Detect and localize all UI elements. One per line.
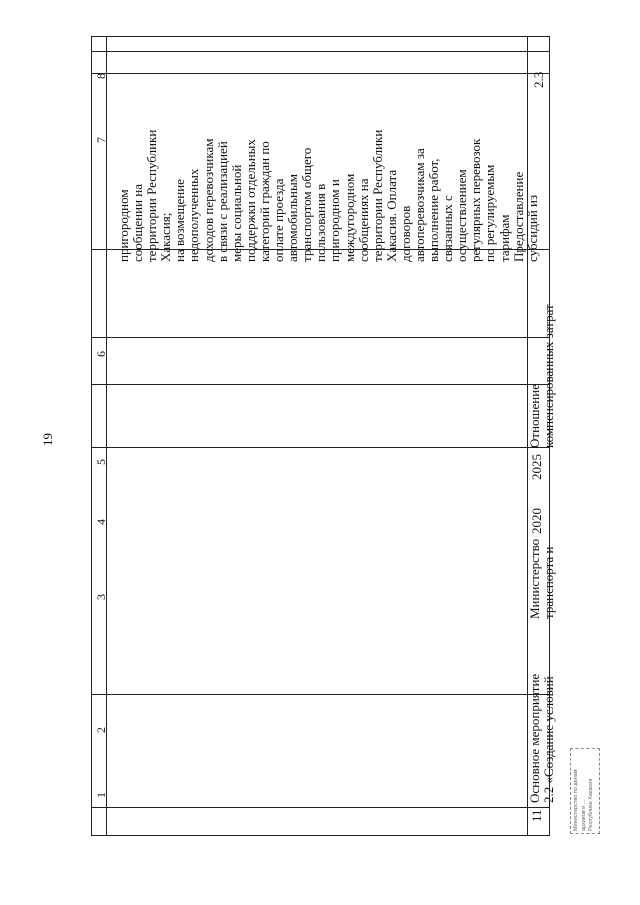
header-col-5: 5 [94,459,108,465]
header-col-4: 4 [94,519,108,525]
header-col-2: 2 [94,727,108,733]
cell-event-name: Основное мероприятие 2.2 «Создание условий [527,673,557,803]
row-divider [92,73,549,74]
header-col-3: 3 [94,594,108,600]
column-divider-3-4 [92,337,549,338]
row-number: 11 [529,809,544,822]
column-divider-5-6 [92,447,549,448]
column-divider-6-7 [92,694,549,695]
cell-indicator: Отношение компенсированных затрат [527,304,557,448]
header-col-6: 6 [94,351,108,357]
column-divider-4-5 [92,384,549,385]
column-divider-1-2 [106,37,107,835]
header-col-7: 7 [94,137,108,143]
archive-stamp-text: Министерство по делам архивов и ... Республики Хакасия [573,769,594,831]
cell-executor: Министерство транспорта и [527,538,557,619]
column-divider-7-8 [92,807,549,808]
header-row-divider [92,51,549,52]
cell-start-year: 2020 [529,508,544,534]
cell-description: пригородном сообщении на территории Республики Хакасия; на возмещение недополученных доходов перевозчикам в связи с реализацией меры социальной поддержки отдельных категорий граждан по оплате проезда автомобильным транспортом общего пользования в пригородном и междугородном сообщениях на территории Республики Хакасия. Оплата договоров автоперевозчикам за выполнение работ, связанных с осуществлением регулярных перевозок по регулируемым тарифам Предоставление субсидий из [116,129,540,262]
cell-item-number: 2.3 [531,71,546,88]
header-col-8: 8 [94,73,108,79]
page-number: 19 [40,433,55,446]
header-col-1: 1 [94,792,108,798]
cell-end-year: 2025 [529,454,544,480]
